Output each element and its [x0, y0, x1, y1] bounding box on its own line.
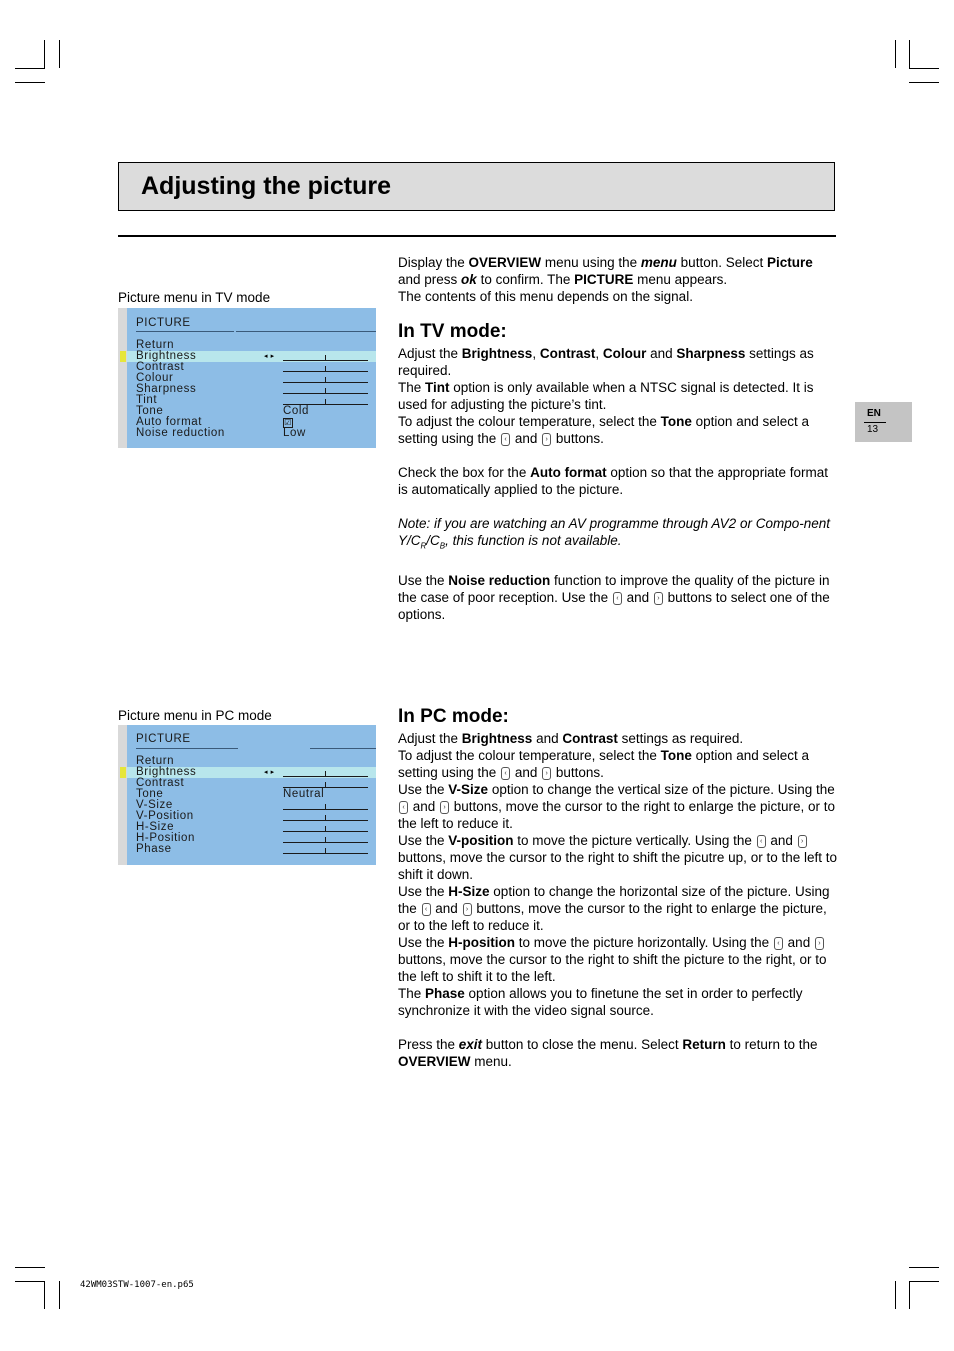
left-button-icon: ‹ — [613, 592, 622, 605]
pc-mode-heading: In PC mode: — [398, 706, 509, 727]
left-button-icon: ‹ — [774, 937, 783, 950]
left-button-icon: ‹ — [757, 835, 766, 848]
slider-cursor[interactable] — [325, 771, 326, 777]
slider-cursor[interactable] — [325, 377, 326, 383]
left-button-icon: ‹ — [399, 801, 408, 814]
language-code: EN — [867, 408, 881, 419]
menu-item-brightness[interactable]: Brightness — [136, 350, 197, 362]
right-button-icon: › — [440, 801, 449, 814]
page-number: 13 — [867, 424, 879, 435]
menu-item-sharpness[interactable]: Sharpness — [136, 383, 197, 395]
adjust-arrows-icon[interactable]: ◂ ▸ — [264, 769, 275, 776]
crop-mark — [44, 1281, 45, 1309]
menu-item-v-position[interactable]: V-Position — [136, 810, 194, 822]
crop-mark — [909, 1267, 939, 1268]
pc-menu-caption: Picture menu in PC mode — [118, 708, 272, 723]
crop-mark — [909, 40, 910, 68]
right-button-icon: › — [542, 767, 551, 780]
selection-marker — [120, 767, 126, 778]
header-underline — [136, 748, 238, 749]
crop-mark — [909, 1281, 939, 1282]
menu-item-phase[interactable]: Phase — [136, 843, 172, 855]
file-footer: 42WM03STW-1007-en.p65 — [80, 1280, 194, 1290]
tone-value: Neutral — [283, 788, 325, 800]
menu-item-tone[interactable]: Tone — [136, 788, 164, 800]
tv-menu-caption: Picture menu in TV mode — [118, 290, 271, 305]
menu-item-contrast[interactable]: Contrast — [136, 777, 185, 789]
crop-mark — [44, 40, 45, 68]
right-button-icon: › — [654, 592, 663, 605]
crop-mark — [909, 82, 939, 83]
language-tab — [855, 402, 912, 442]
crop-mark — [15, 68, 45, 69]
tone-value: Cold — [283, 405, 310, 417]
menu-item-tone[interactable]: Tone — [136, 405, 164, 417]
section-rule — [118, 235, 836, 237]
menu-item-noise-reduction[interactable]: Noise reduction — [136, 427, 225, 439]
auto-format-checkbox[interactable]: ☑ — [284, 418, 292, 427]
crop-mark — [15, 1281, 45, 1282]
adjust-arrows-icon[interactable]: ◂ ▸ — [264, 353, 275, 360]
crop-mark — [59, 40, 60, 68]
pc-picture-menu — [118, 725, 376, 865]
slider-cursor[interactable] — [325, 388, 326, 394]
slider-cursor[interactable] — [325, 837, 326, 843]
right-button-icon: › — [463, 903, 472, 916]
right-button-icon: › — [542, 433, 551, 446]
tv-mode-body: Adjust the Brightness, Contrast, Colour and Sharpness settings as required. The Tint option is only available when a NTSC signal is detected. It is used for adjusting the picture’s tint. To adjust the colour temperature, select the Tone option and select a setting using the ‹ and › buttons. Check the box for the Auto format option so that the appropriate format is automatically applied to the picture. Note: if you are watching an AV programme through AV2 or Compo-nent $Y/C_R/C_B$, this function is not available. Use the Noise reduction function to improve the quality of the picture in the case of poor reception. Use the ‹ and › buttons to select one of the options. — [398, 346, 830, 622]
left-button-icon: ‹ — [422, 903, 431, 916]
slider-cursor[interactable] — [325, 804, 326, 810]
menu-side-strip — [118, 725, 127, 865]
slider-cursor[interactable] — [325, 826, 326, 832]
right-button-icon: › — [815, 937, 824, 950]
crop-mark — [15, 82, 45, 83]
intro-paragraph: Display the OVERVIEW menu using the menu button. Select Picture and press ok to confirm. The PICTURE menu appears. The contents of this menu depends on the signal. — [398, 255, 813, 304]
menu-item-brightness[interactable]: Brightness — [136, 766, 197, 778]
menu-side-strip — [118, 308, 127, 448]
menu-item-h-position[interactable]: H-Position — [136, 832, 196, 844]
left-button-icon: ‹ — [501, 433, 510, 446]
slider-cursor[interactable] — [325, 355, 326, 361]
crop-mark — [909, 1281, 910, 1309]
header-underline — [136, 331, 234, 332]
header-underline — [236, 331, 376, 332]
slider-cursor[interactable] — [325, 782, 326, 788]
pc-mode-body: Adjust the Brightness and Contrast settings as required. To adjust the colour temperature, select the Tone option and select a setting using the ‹ and › buttons. Use the V-Size option to change the vertical size of the picture. Using the ‹ and › buttons, move the cursor to the right to enlarge the picture, or to the left to reduce it. Use the V-position to move the picture vertically. Using the ‹ and › buttons, move the cursor to the right to shift the picutre up, or to the left to shift it down. Use the H-Size option to change the horizontal size of the picture. Using the ‹ and › buttons, move the cursor to the right to enlarge the picture, or to the left to reduce it. Use the H-position to move the picture horizontally. Using the ‹ and › buttons, move the cursor to the right to shift the picture to the right, or to the left to shift it to the left. The Phase option allows you to finetune the set in order to perfectly synchronize it with the video signal source. Press the exit button to close the menu. Select Return to return to the OVERVIEW menu. — [398, 731, 837, 1069]
crop-mark — [15, 1267, 45, 1268]
menu-item-contrast[interactable]: Contrast — [136, 361, 185, 373]
crop-mark — [909, 68, 939, 69]
menu-header: PICTURE — [136, 317, 191, 329]
tab-divider — [864, 422, 886, 423]
menu-item-tint[interactable]: Tint — [136, 394, 158, 406]
left-button-icon: ‹ — [501, 767, 510, 780]
menu-item-v-size[interactable]: V-Size — [136, 799, 173, 811]
selection-marker — [120, 351, 126, 362]
menu-item-return[interactable]: Return — [136, 339, 175, 351]
crop-mark — [59, 1281, 60, 1309]
page-title: Adjusting the picture — [141, 172, 391, 200]
menu-item-auto-format[interactable]: Auto format — [136, 416, 203, 428]
menu-item-colour[interactable]: Colour — [136, 372, 174, 384]
slider-cursor[interactable] — [325, 366, 326, 372]
crop-mark — [895, 40, 896, 68]
menu-header: PICTURE — [136, 733, 191, 745]
crop-mark — [895, 1281, 896, 1309]
slider-cursor[interactable] — [325, 815, 326, 821]
tv-mode-heading: In TV mode: — [398, 321, 507, 342]
noise-value: Low — [283, 427, 306, 439]
right-button-icon: › — [798, 835, 807, 848]
slider-cursor[interactable] — [325, 848, 326, 854]
menu-item-return[interactable]: Return — [136, 755, 175, 767]
title-box — [118, 162, 835, 211]
menu-item-h-size[interactable]: H-Size — [136, 821, 175, 833]
header-underline — [310, 748, 376, 749]
tv-picture-menu — [118, 308, 376, 448]
slider-cursor[interactable] — [325, 399, 326, 405]
